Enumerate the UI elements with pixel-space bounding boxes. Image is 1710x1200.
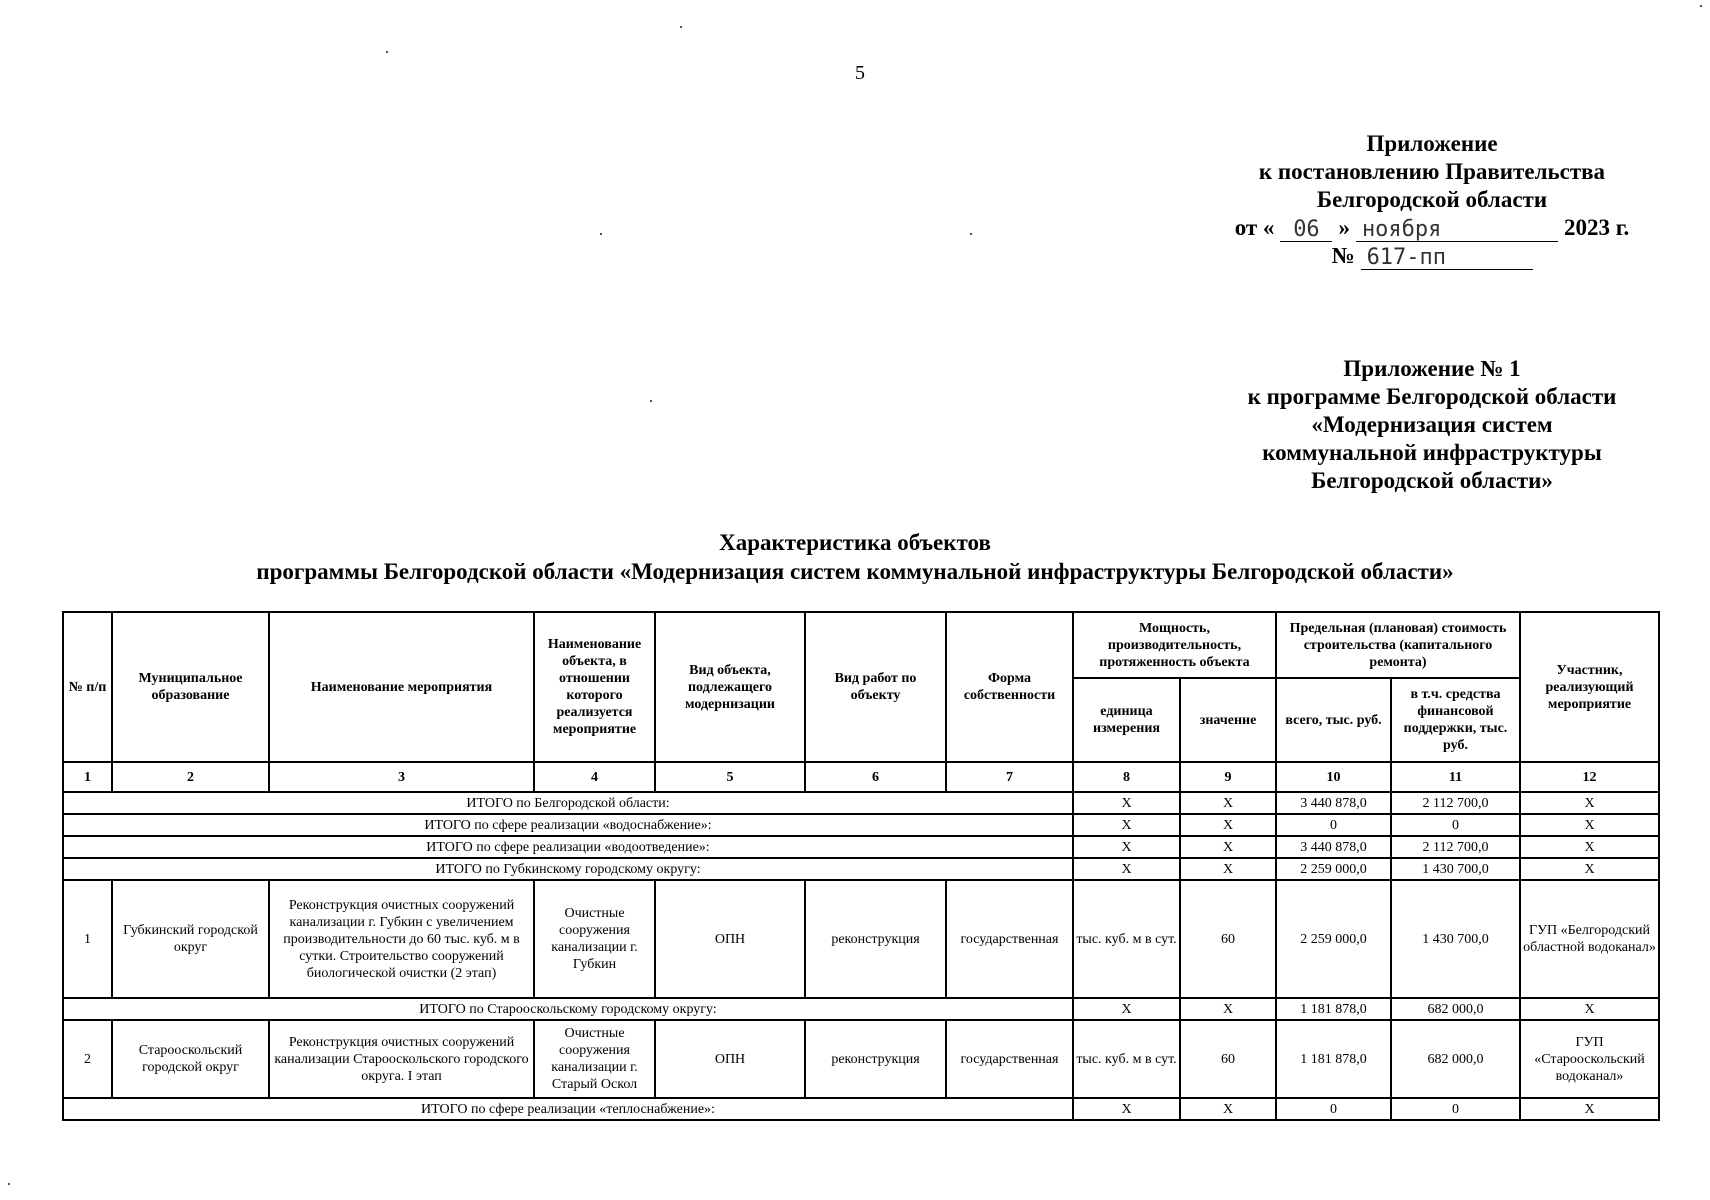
scan-speck <box>8 1183 10 1185</box>
column-number: 12 <box>1520 762 1659 792</box>
header-ownership: Форма собственности <box>946 612 1073 762</box>
row-num: 1 <box>63 880 112 998</box>
total-cell: 0 <box>1391 814 1520 836</box>
total-cell: 3 440 878,0 <box>1276 836 1391 858</box>
column-number: 2 <box>112 762 269 792</box>
date-year: 2023 г. <box>1563 215 1630 240</box>
program-appendix-line: к программе Белгородской области <box>1247 384 1617 409</box>
row-unit: тыс. куб. м в сут. <box>1073 1020 1180 1098</box>
row-participant: ГУП «Белгородский областной водоканал» <box>1520 880 1659 998</box>
column-number: 7 <box>946 762 1073 792</box>
header-work-type: Вид работ по объекту <box>805 612 946 762</box>
appendix-header <box>1222 130 1642 270</box>
table-row <box>63 1020 1659 1098</box>
total-label: ИТОГО по Губкинскому городскому округу: <box>63 858 1073 880</box>
total-cell: 2 112 700,0 <box>1391 836 1520 858</box>
date-day: 06 <box>1280 219 1332 242</box>
column-number: 8 <box>1073 762 1180 792</box>
header-value: значение <box>1180 678 1276 762</box>
header-num: № п/п <box>63 612 112 762</box>
header-participant: Участник, реализующий мероприятие <box>1520 612 1659 762</box>
total-cell: Х <box>1180 792 1276 814</box>
row-object-type: ОПН <box>655 880 805 998</box>
program-appendix-line: Белгородской области» <box>1311 468 1553 493</box>
appendix-line: к постановлению Правительства <box>1258 159 1606 184</box>
column-number: 1 <box>63 762 112 792</box>
total-cell: Х <box>1520 998 1659 1020</box>
scan-speck <box>650 400 652 402</box>
column-number: 4 <box>534 762 655 792</box>
total-cell: Х <box>1180 836 1276 858</box>
header-cost-support: в т.ч. средства финансовой поддержки, тыс. руб. <box>1391 678 1520 762</box>
row-municipality: Губкинский городской округ <box>112 880 269 998</box>
total-row <box>63 858 1659 880</box>
column-number: 3 <box>269 762 534 792</box>
page-number: 5 <box>855 62 865 84</box>
header-capacity: Мощность, производительность, протяженность объекта <box>1073 612 1276 678</box>
total-label: ИТОГО по Белгородской области: <box>63 792 1073 814</box>
total-label: ИТОГО по Старооскольскому городскому округу: <box>63 998 1073 1020</box>
header-event: Наименование мероприятия <box>269 612 534 762</box>
date-month: ноября <box>1356 219 1558 242</box>
header-object: Наименование объекта, в отношении которого реализуется мероприятие <box>534 612 655 762</box>
appendix-line: Белгородской области <box>1316 187 1548 212</box>
number-prefix: № <box>1331 243 1355 268</box>
total-cell: Х <box>1520 792 1659 814</box>
column-number: 6 <box>805 762 946 792</box>
column-number: 11 <box>1391 762 1520 792</box>
total-cell: Х <box>1180 998 1276 1020</box>
objects-table <box>62 611 1660 1121</box>
row-event: Реконструкция очистных сооружений канализации Старооскольского городского округа. I этап <box>269 1020 534 1098</box>
total-cell: 682 000,0 <box>1391 998 1520 1020</box>
row-cost-total: 1 181 878,0 <box>1276 1020 1391 1098</box>
row-unit: тыс. куб. м в сут. <box>1073 880 1180 998</box>
total-label: ИТОГО по сфере реализации «водоотведение»: <box>63 836 1073 858</box>
program-appendix-header <box>1222 355 1642 495</box>
total-row <box>63 814 1659 836</box>
total-cell: 3 440 878,0 <box>1276 792 1391 814</box>
total-cell: Х <box>1180 814 1276 836</box>
total-row <box>63 836 1659 858</box>
column-number: 10 <box>1276 762 1391 792</box>
total-row <box>63 792 1659 814</box>
total-cell: 0 <box>1276 814 1391 836</box>
total-cell: 1 430 700,0 <box>1391 858 1520 880</box>
row-municipality: Старооскольский городской округ <box>112 1020 269 1098</box>
column-number: 5 <box>655 762 805 792</box>
header-municipality: Муниципальное образование <box>112 612 269 762</box>
column-numbers-row <box>63 762 1659 792</box>
scan-speck <box>970 233 972 235</box>
row-work-type: реконструкция <box>805 880 946 998</box>
row-ownership: государственная <box>946 1020 1073 1098</box>
row-object: Очистные сооружения канализации г. Губкин <box>534 880 655 998</box>
total-cell: Х <box>1180 858 1276 880</box>
title-line: Характеристика объектов <box>719 530 991 555</box>
scan-speck <box>1700 5 1702 7</box>
total-cell: 2 112 700,0 <box>1391 792 1520 814</box>
total-cell: Х <box>1073 814 1180 836</box>
total-row <box>63 1098 1659 1120</box>
total-cell: Х <box>1180 1098 1276 1120</box>
program-appendix-title: Приложение № 1 <box>1343 356 1521 381</box>
number-value: 617-пп <box>1361 247 1533 270</box>
total-row <box>63 998 1659 1020</box>
total-cell: 0 <box>1276 1098 1391 1120</box>
row-ownership: государственная <box>946 880 1073 998</box>
total-cell: Х <box>1520 1098 1659 1120</box>
total-cell: Х <box>1073 836 1180 858</box>
title-line: программы Белгородской области «Модернизация систем коммунальной инфраструктуры Белгородской области» <box>256 559 1454 584</box>
total-cell: 0 <box>1391 1098 1520 1120</box>
total-cell: Х <box>1520 858 1659 880</box>
decree-number <box>1222 242 1642 270</box>
total-cell: Х <box>1073 858 1180 880</box>
total-cell: 2 259 000,0 <box>1276 858 1391 880</box>
row-cost-total: 2 259 000,0 <box>1276 880 1391 998</box>
header-cost-total: всего, тыс. руб. <box>1276 678 1391 762</box>
total-cell: 1 181 878,0 <box>1276 998 1391 1020</box>
total-cell: Х <box>1073 792 1180 814</box>
header-unit: единица измерения <box>1073 678 1180 762</box>
row-value: 60 <box>1180 1020 1276 1098</box>
total-cell: Х <box>1073 998 1180 1020</box>
program-appendix-line: коммунальной инфраструктуры <box>1262 440 1602 465</box>
row-object-type: ОПН <box>655 1020 805 1098</box>
column-number: 9 <box>1180 762 1276 792</box>
row-cost-support: 682 000,0 <box>1391 1020 1520 1098</box>
row-object: Очистные сооружения канализации г. Старый Оскол <box>534 1020 655 1098</box>
scan-speck <box>600 233 602 235</box>
date-mid: » <box>1338 215 1350 240</box>
scan-speck <box>680 26 682 28</box>
total-cell: Х <box>1520 836 1659 858</box>
appendix-title: Приложение <box>1366 131 1498 156</box>
header-object-type: Вид объекта, подлежащего модернизации <box>655 612 805 762</box>
total-cell: Х <box>1520 814 1659 836</box>
total-label: ИТОГО по сфере реализации «водоснабжение»: <box>63 814 1073 836</box>
row-event: Реконструкция очистных сооружений канализации г. Губкин с увеличением производительности до 60 тыс. куб. м в сутки. Строительство сооружений биологической очистки (2 этап) <box>269 880 534 998</box>
total-cell: Х <box>1073 1098 1180 1120</box>
row-num: 2 <box>63 1020 112 1098</box>
scan-speck <box>386 51 388 53</box>
row-work-type: реконструкция <box>805 1020 946 1098</box>
decree-date <box>1222 214 1642 242</box>
total-label: ИТОГО по сфере реализации «теплоснабжение»: <box>63 1098 1073 1120</box>
program-appendix-line: «Модернизация систем <box>1311 412 1553 437</box>
row-cost-support: 1 430 700,0 <box>1391 880 1520 998</box>
row-value: 60 <box>1180 880 1276 998</box>
table-row <box>63 880 1659 998</box>
row-participant: ГУП «Старооскольский водоканал» <box>1520 1020 1659 1098</box>
header-cost: Предельная (плановая) стоимость строительства (капитального ремонта) <box>1276 612 1520 678</box>
date-prefix: от « <box>1234 215 1275 240</box>
document-title <box>0 528 1710 586</box>
